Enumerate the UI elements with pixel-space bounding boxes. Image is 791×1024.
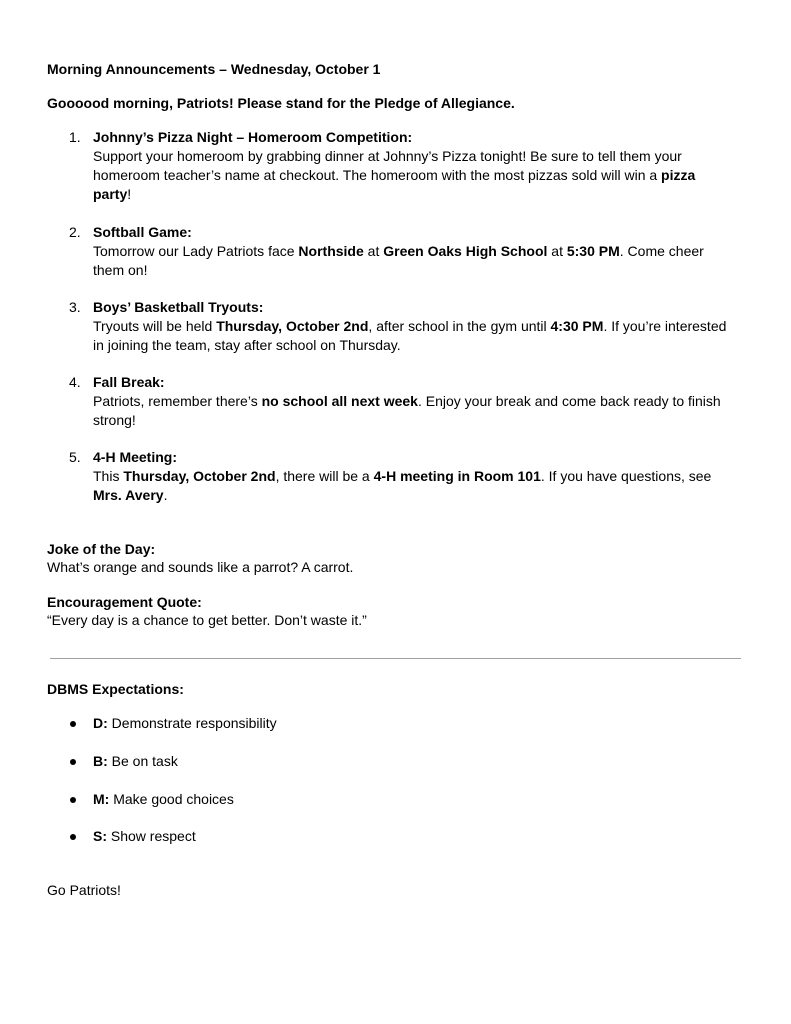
announcement-text: Patriots, remember there’s no school all next week. Enjoy your break and come back ready to finish [93, 393, 721, 409]
announcement-heading: Johnny’s Pizza Night – Homeroom Competition: [93, 129, 413, 145]
section-divider [50, 658, 741, 659]
announcement-heading: Softball Game: [93, 224, 192, 240]
joke-heading: Joke of the Day: [47, 541, 156, 557]
list-number: 5. [69, 449, 81, 465]
list-number: 2. [69, 224, 81, 240]
closing-text: Go Patriots! [47, 882, 121, 898]
bullet-icon [70, 797, 76, 803]
greeting: Goooood morning, Patriots! Please stand for the Pledge of Allegiance. [47, 95, 515, 111]
announcement-basketball-tryouts [47, 298, 791, 355]
announcement-heading: 4-H Meeting: [93, 449, 177, 465]
bullet-icon [70, 834, 76, 840]
announcement-text: This Thursday, October 2nd, there will be a 4-H meeting in Room 101. If you have questions, see [93, 468, 712, 484]
announcement-text: Mrs. Avery. [93, 487, 168, 503]
announcement-text: party! [93, 186, 132, 202]
list-number: 4. [69, 374, 81, 390]
joke-text: What’s orange and sounds like a parrot? A carrot. [47, 559, 354, 575]
announcement-text: homeroom teacher’s name at checkout. The homeroom with the most pizzas sold will win a pizza [93, 167, 696, 183]
announcement-text: Tryouts will be held Thursday, October 2nd, after school in the gym until 4:30 PM. If you’re interested [93, 318, 727, 334]
quote-heading: Encouragement Quote: [47, 594, 202, 610]
list-number: 3. [69, 299, 81, 315]
announcement-text: strong! [93, 412, 136, 428]
announcement-text: them on! [93, 262, 148, 278]
announcement-pizza-night [47, 128, 791, 204]
announcement-text: in joining the team, stay after school on Thursday. [93, 337, 401, 353]
announcement-4h-meeting [47, 448, 791, 505]
expectations-heading: DBMS Expectations: [47, 681, 184, 697]
announcement-text: Tomorrow our Lady Patriots face Northside at Green Oaks High School at 5:30 PM. Come cheer [93, 243, 704, 259]
bullet-icon [70, 721, 76, 727]
announcement-text: Support your homeroom by grabbing dinner at Johnny’s Pizza tonight! Be sure to tell them your [93, 148, 682, 164]
document-title: Morning Announcements – Wednesday, October 1 [47, 61, 381, 77]
list-number: 1. [69, 129, 81, 145]
bullet-icon [70, 759, 76, 765]
announcement-softball-game [47, 223, 791, 280]
announcement-heading: Boys’ Basketball Tryouts: [93, 299, 264, 315]
announcement-fall-break [47, 373, 791, 430]
quote-text: “Every day is a chance to get better. Don’t waste it.” [47, 612, 367, 628]
announcement-heading: Fall Break: [93, 374, 165, 390]
